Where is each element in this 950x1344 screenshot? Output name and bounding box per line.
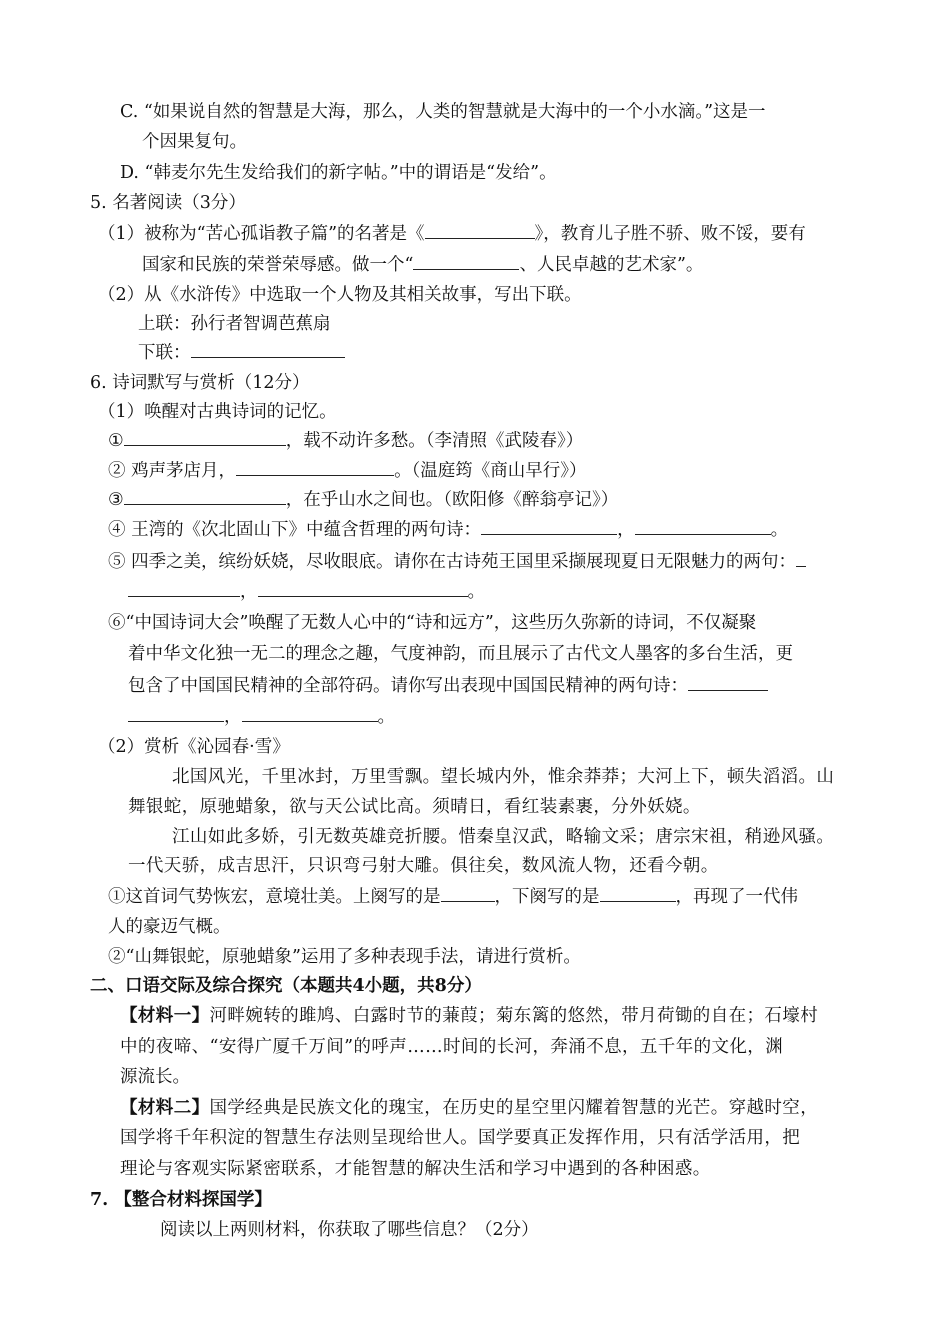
lower-couplet-label: 下联： — [138, 343, 191, 363]
separator: ， — [224, 707, 242, 727]
poem-item-2 — [108, 458, 587, 484]
end-mark: 。 — [467, 582, 485, 602]
material-2-tag: 【材料二】 — [120, 1098, 210, 1118]
q5-part1-text-d: 、人民卓越的艺术家”。 — [519, 255, 704, 275]
q5-part1-line1 — [98, 221, 806, 247]
item-text: ⑤ 四季之美，缤纷妖娆，尽收眼底。请你在古诗苑王国里采撷展现夏日无限魅力的两句： — [108, 552, 797, 572]
answer-blank[interactable] — [191, 340, 345, 358]
analysis-q1-line1 — [108, 884, 798, 910]
poem-stanza1-line1: 北国风光，千里冰封，万里雪飘。望长城内外，惟余莽莽；大河上下，顿失滔滔。山 — [172, 767, 835, 787]
poem-item-6-line1: ⑥“中国诗词大会”唤醒了无数人心中的“诗和远方”，这些历久弥新的诗词，不仅凝聚 — [108, 613, 757, 633]
answer-blank[interactable] — [600, 884, 676, 902]
q6-title: 6. 诗词默写与赏析（12分） — [90, 373, 310, 393]
item-text: ② 鸡声茅店月， — [108, 461, 237, 481]
material-2-line2: 国学将千年积淀的智慧生存法则呈现给世人。国学要真正发挥作用，只有活学活用，把 — [120, 1128, 801, 1148]
item-number: ③ — [108, 490, 124, 510]
item-text: 。（温庭筠《商山早行》） — [394, 461, 587, 481]
q5-title: 5. 名著阅读（3分） — [90, 193, 246, 213]
answer-blank[interactable] — [635, 517, 771, 535]
answer-blank[interactable] — [481, 517, 617, 535]
item-text: ①这首词气势恢宏，意境壮美。上阕写的是 — [108, 887, 441, 907]
poem-item-6-line4 — [128, 704, 395, 730]
material-2-line3: 理论与客观实际紧密联系，才能智慧的解决生活和学习中遇到的各种困惑。 — [120, 1159, 711, 1179]
q5-part1-text-b: 》，教育儿子胜不骄、败不馁，要有 — [534, 224, 806, 244]
poem-stanza2-line2: 一代天骄，成吉思汗，只识弯弓射大雕。俱往矣，数风流人物，还看今朝。 — [128, 856, 719, 876]
poem-stanza2-line1: 江山如此多娇，引无数英雄竞折腰。惜秦皇汉武，略输文采；唐宗宋祖，稍逊风骚。 — [172, 827, 835, 847]
item-text: ，再现了一代伟 — [675, 887, 798, 907]
material-1-line3: 源流长。 — [120, 1067, 190, 1087]
poem-item-4 — [108, 517, 788, 543]
q7-title: 7. 【整合材料探国学】 — [90, 1190, 272, 1210]
q5-part1-line2 — [142, 252, 703, 278]
answer-blank[interactable] — [124, 428, 286, 446]
q5-part1-text-c: 国家和民族的荣誉荣辱感。做一个“ — [142, 255, 414, 275]
material-1-line2: 中的夜啼、“安得广厦千万间”的呼声……时间的长河，奔涌不息，五千年的文化，渊 — [120, 1037, 784, 1057]
material-2-line1 — [120, 1095, 818, 1121]
q7-text: 阅读以上两则材料，你获取了哪些信息？（2分） — [160, 1220, 539, 1240]
material-1-line1 — [120, 1003, 818, 1029]
item-text: ，载不动许多愁。（李清照《武陵春》） — [285, 431, 584, 451]
answer-blank[interactable] — [796, 549, 806, 567]
answer-blank[interactable] — [128, 704, 224, 722]
analysis-q1-line2: 人的豪迈气概。 — [108, 917, 231, 937]
item-text: ④ 王湾的《次北固山下》中蕴含哲理的两句诗： — [108, 520, 482, 540]
answer-blank[interactable] — [688, 673, 768, 691]
answer-blank[interactable] — [124, 487, 286, 505]
item-text: 包含了中国国民精神的全部符码。请你写出表现中国国民精神的两句诗： — [128, 676, 688, 696]
answer-blank[interactable] — [242, 704, 378, 722]
material-1-text: 河畔婉转的雎鸠、白露时节的蒹葭；菊东篱的悠然，带月荷锄的自在；石壕村 — [209, 1006, 819, 1026]
item-number: ① — [108, 431, 124, 451]
option-c-line-2: 个因果复句。 — [142, 132, 247, 152]
q5-part1-text-a: （1）被称为“苦心孤诣教子篇”的名著是《 — [98, 224, 425, 244]
answer-blank[interactable] — [128, 579, 240, 597]
answer-blank[interactable] — [425, 221, 535, 239]
lower-couplet — [138, 340, 345, 366]
poem-item-6-line2: 着中华文化独一无二的理念之趣，气度神韵，而且展示了古代文人墨客的多台生活，更 — [128, 644, 793, 664]
analysis-q2: ②“山舞银蛇，原驰蜡象”运用了多种表现手法，请进行赏析。 — [108, 947, 581, 967]
answer-blank[interactable] — [413, 252, 519, 270]
q5-part2: （2）从《水浒传》中选取一个人物及其相关故事，写出下联。 — [98, 285, 582, 305]
end-mark: 。 — [377, 707, 395, 727]
end-mark: 。 — [770, 520, 789, 540]
poem-item-6-line3 — [128, 673, 768, 699]
poem-item-5-line1 — [108, 549, 806, 575]
answer-blank[interactable] — [236, 458, 394, 476]
section-2-title: 二、口语交际及综合探究（本题共4小题，共8分） — [90, 976, 482, 996]
material-1-tag: 【材料一】 — [120, 1006, 210, 1026]
item-text: ，下阕写的是 — [494, 887, 600, 907]
item-text: ，在乎山水之间也。（欧阳修《醉翁亭记》） — [285, 490, 619, 510]
option-c-line-1: C. “如果说自然的智慧是大海，那么，人类的智慧就是大海中的一个小水滴。”这是一 — [120, 102, 766, 122]
q6-part2: （2）赏析《沁园春·雪》 — [98, 737, 290, 757]
poem-item-3 — [108, 487, 618, 513]
poem-item-5-line2 — [128, 579, 485, 605]
material-2-text: 国学经典是民族文化的瑰宝，在历史的星空里闪耀着智慧的光芒。穿越时空， — [209, 1098, 819, 1118]
answer-blank[interactable] — [441, 884, 495, 902]
answer-blank[interactable] — [258, 579, 468, 597]
q6-part1: （1）唤醒对古典诗词的记忆。 — [98, 402, 337, 422]
q4-option-d: D. “韩麦尔先生发给我们的新字帖。”中的谓语是“发给”。 — [120, 163, 557, 183]
poem-stanza1-line2: 舞银蛇，原驰蜡象，欲与天公试比高。须晴日，看红装素裹，分外妖娆。 — [128, 797, 701, 817]
poem-item-1 — [108, 428, 583, 454]
upper-couplet: 上联：孙行者智调芭蕉扇 — [138, 314, 331, 334]
separator: ， — [240, 582, 258, 602]
separator: ， — [617, 520, 635, 540]
